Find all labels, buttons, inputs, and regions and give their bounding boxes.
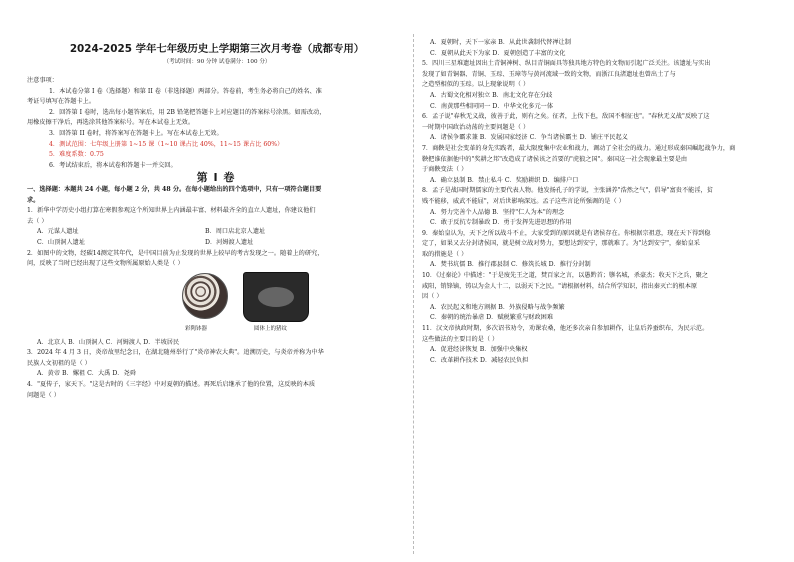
question-stem: 5．四川三星堆遗址因出土青铜神树、纵目青铜面具等独具地方特色的文物而引起广泛关注。该遗址与实出 [422,60,711,68]
question-stem: 9．秦始皇认为，天下之所以战斗不止，大家受到的原因就是有诸侯存在。你根据宗祖意，现在天下得到稳 [422,229,711,237]
note-line: 考证号填写在答题卡上。 [27,98,96,106]
pottery-image [182,273,228,319]
option-row: A．确立县制 B．禁止私斗 C．奖励耕织 D．编排户口 [430,176,579,184]
question-figure [27,270,405,338]
question-stem: 7．商鞅是社会变革的身先实践者，最大限度集中农业和战力，调动了全社会的战力。通过形成秦国崛起战争力，商 [422,144,736,152]
option: C．山顶洞人遗址 [37,238,86,246]
question-stem: 发现了如青铜器、青铜、玉琮、玉璋等与黄河流域一致的文物，而浙江良渚遗址也曾出土了与 [422,70,676,78]
section-title: 第 I 卷 [196,171,236,185]
question-stem: 去（ ） [27,217,48,225]
option-row: C．南黄那些相同同一 D．中华文化多元一体 [430,102,554,110]
note-line: 6．考试结束后，将本试卷和答题卡一并交回。 [49,161,177,169]
option-row: A．焚书坑儒 B．推行郡县制 C．修筑长城 D．推行分封制 [430,261,591,269]
left-column [27,76,405,401]
column-divider [413,34,414,554]
question-stem: 鞅把谁依据他中的"奖耕之邦"改造成了诸侯该之首要的"虎狼之国"。秦国这一社会现象最主要是由 [422,155,688,163]
question-stem: 定了，如果又去分封诸侯国，就是树立战对势力，要想达到安宁，那就难了。为"达到安宁"，秦始皇采 [422,240,700,248]
pig-jar-image [243,272,309,322]
option-row: A．努力完善个人品德 B．坚持"仁人为本"的理念 [430,208,565,216]
option-row: A．促进经济恢复 B．加强中央集权 [430,346,528,354]
option-row: C．夏朝从此天下为家 D．夏朝创造了丰富的文化 [430,49,566,57]
note-line-scope: 4．测试范围：七年级上册第 1~15 课（1~10 课占比 40%，11~15 课占比 60%） [49,140,284,148]
note-line: 2．回答第 I 卷时，选出每小题答案后，用 2B 铅笔把答题卡上对应题目的答案标号涂黑。如需改动， [49,108,326,116]
page-title: 2024-2025 学年七年级历史上学期第三次月考卷（成都专用） [69,43,365,55]
figure-caption: 圆体上的猪纹 [254,325,288,332]
option-row: C．敢于反抗专制暴政 D．勇于发挥先进思想的作用 [430,219,572,227]
question-stem: 问，反映了当时已经出现了这些文物所属原始人类是（ ） [27,260,184,268]
option-row [27,227,405,238]
question-stem: 2．如图中的文物，经碳14测定其年代，是中国目前为止发现的世界上较早的考古发现之一。随着上的研究， [27,249,324,257]
question-stem: 问题是（ ） [27,391,60,399]
question-stem: 这些做法的主要目的是（ ） [422,335,499,343]
option-row: A．夏朝时，天下一家亲 B．从此世袭制代替禅让制 [430,39,571,46]
option-row: A．农民起义和地方割据 B．外族侵略与战争频繁 [430,303,565,311]
note-line: 用橡皮擦干净后，再选涂其他答案标号。写在本试卷上无效。 [27,119,195,127]
note-line-difficulty: 5．难度系数：0.75 [49,151,104,159]
question-stem: 因（ ） [422,293,443,301]
option-row: C．秦朝的统治暴虐 D．赋税繁重与财政困难 [430,314,554,322]
question-stem: 6．孟子说"春秋无义战，彼善于此，则有之矣。征者，上伐下也，敌国不相征也"。"春秋无义战"反映了这 [422,113,710,121]
figure-caption: 彩陶钵器 [185,325,208,332]
notes-heading: 注意事项： [27,77,58,84]
question-stem: 4．"夏传子，家天下。"这是古时的《三字经》中对夏朝的描述。再死后启继承了他的位置，这反映的本质 [27,381,316,389]
question-stem: 10．《过秦论》中描述："于是废先王之道，焚百家之言，以愚黔首；隳名城，杀豪杰；收天下之兵，聚之 [422,272,709,280]
option-row: A．诸侯争霸求兼 B．发展国家经济 C．争当诸侯霸主 D．铺庄平民起义 [430,134,628,142]
question-stem: 咸阳，销锋镝，铸以为金人十二，以弱天下之民。"请根据材料，结合所学知识，指出秦灭亡的根本原 [422,282,698,290]
option-row: A．古蜀文化相对独立 B．南北文化存在分歧 [430,91,553,99]
option: D．河姆渡人遗址 [205,238,254,246]
question-stem: 于商鞅变法（ ） [422,166,468,174]
question-stem: 取的措施是（ ） [422,250,468,258]
note-line: 1．本试卷分第 I 卷（选择题）和第 II 卷（非选择题）两部分。答卷前，考生务必将自己的姓名、准 [49,87,322,95]
question-stem: 8．孟子是战国时期儒家的主要代表人物。他发扬孔子的学说，主张涵养"浩然之气"，倡导"富贵不能淫，贫 [422,187,713,195]
question-stem: 之造型相似的玉琮。以上现象说明（ ） [422,81,530,89]
question-stem: 3．2024 年 4 月 3 日，炎帝故里纪念日，在湖北随州举行了"炎帝神农大典"。追溯历史，与炎帝并称为中华 [27,349,324,357]
question-stem: 11．汉文帝执政时期，多次诏书劝令，劝课农桑，他还多次亲自参加耕作，让皇后养蚕织布，为民示范。 [422,325,709,333]
note-line: 3．回答第 II 卷时，将答案写在答题卡上。写在本试卷上无效。 [49,129,223,137]
section-intro: 求。 [27,196,40,204]
section-intro: 一、选择题：本题共 24 小题，每小题 2 分，共 48 分。在每小题给出的四个选项中，只有一项符合题目要 [27,185,322,193]
question-stem: 民族人文初祖的是（ ） [27,359,91,367]
option-row [27,238,405,249]
option: A．元谋人遗址 [37,228,79,236]
question-stem: 一时期中国政治动荡的主要问题是（ ） [422,123,530,131]
option-row: A．北京人 B．山顶洞人 C．河姆渡人 D．半坡居民 [37,338,180,346]
question-stem: 贱不能移，威武不能屈"，对后世影响深远。孟子这些言论所强调的是（ ） [422,197,625,205]
option-row: A．黄帝 B．嫘祖 C．大禹 D．尧舜 [37,370,136,378]
right-column [422,38,778,366]
exam-meta: （考试时间：90 分钟 试卷满分：100 分） [163,59,271,65]
option: B．周口店北京人遗址 [205,228,266,236]
option-row: C．改革耕作技术 D．减轻农民负担 [430,356,529,364]
question-stem: 1．新华中学历史小组打算在寒假参观这个所知世界上内涵最丰富、材料最齐全的直立人遗址，你建议他们 [27,207,316,215]
